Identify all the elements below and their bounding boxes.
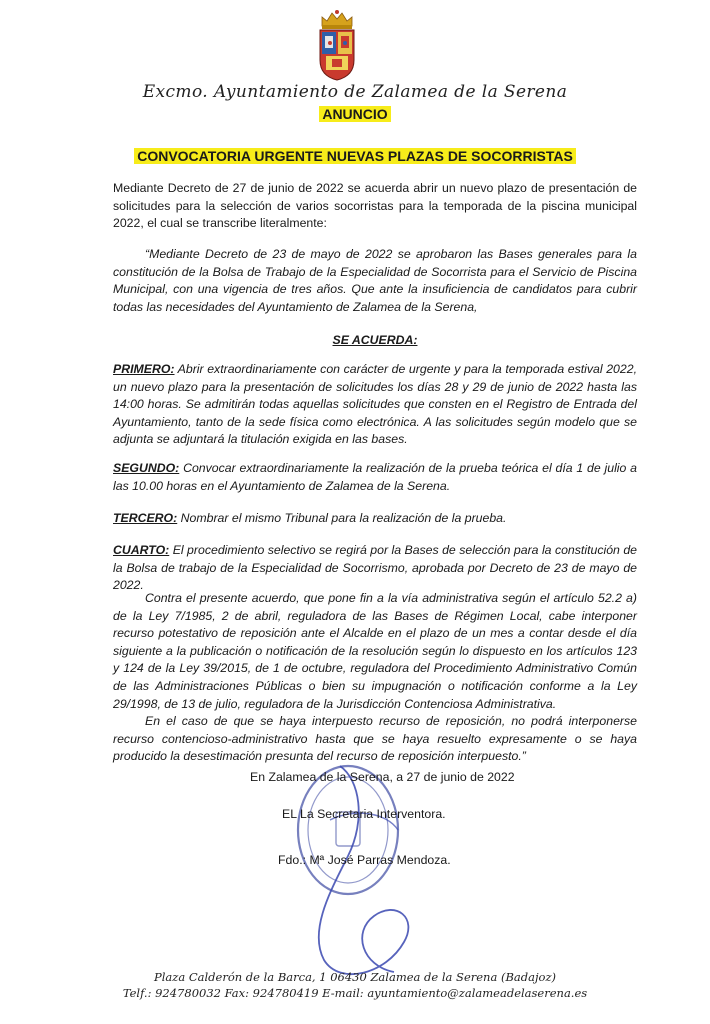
clause-primero-label: PRIMERO:	[113, 362, 175, 376]
footer-contact: Telf.: 924780032 Fax: 924780419 E-mail: ayuntamiento@zalameadelaserena.es	[122, 986, 588, 1000]
quote-intro-paragraph: “Mediante Decreto de 23 de mayo de 2022 se aprobaron las Bases generales para la constitución de la Bolsa de Trabajo de la Especialidad de Socorrista para el Servicio de Piscina Municipal, con una vigencia de tres años. Que ante la insuficiencia de candidatos para cubrir todas las necesidades del Ayuntamiento de Zalamea de la Serena,	[113, 247, 637, 314]
clause-tercero	[113, 510, 637, 528]
recurso-block	[113, 590, 637, 766]
place-date: En Zalamea de la Serena, a 27 de junio de 2022	[250, 770, 515, 784]
recurso-paragraph-2: En el caso de que se haya interpuesto recurso de reposición, no podrá interponerse recurso contencioso-administrativo hasta que se haya resuelto expresamente o se haya producido la desestimación presunta del recurso de reposición interpuesto.”	[113, 714, 637, 764]
convocatoria-heading-row	[0, 148, 710, 164]
clause-cuarto	[113, 542, 637, 595]
convocatoria-heading: CONVOCATORIA URGENTE NUEVAS PLAZAS DE SOCORRISTAS	[134, 148, 576, 164]
anuncio-heading-row	[0, 106, 710, 122]
clause-primero-text: Abrir extraordinariamente con carácter de urgente y para la temporada estival 2022, un nuevo plazo para la presentación de solicitudes los días 28 y 29 de junio de 2022 hasta las 14:00 horas. Se admitirán todas aquellas solicitudes que consten en el Registro de Entrada del Ayuntamiento, tanto de la sede física como electrónica. A las solicitudes según modelo que se adjunta se adjuntará la titulación exigida en las bases.	[113, 362, 637, 447]
clause-tercero-text: Nombrar el mismo Tribunal para la realización de la prueba.	[180, 511, 507, 525]
coat-of-arms-icon	[312, 8, 362, 82]
recurso-paragraph: Contra el presente acuerdo, que pone fin a la vía administrativa según el artículo 52.2 a) de la Ley 7/1985, 2 de abril, reguladora de las Bases de Régimen Local, cabe interponer recurso potestativo de reposición ante el Alcalde en el plazo de un mes a contar desde el día siguiente a la publicación o notificación de la resolución según lo dispuesto en los artículos 123 y 124 de la Ley 39/2015, de 1 de octubre, reguladora del Procedimiento Administrativo Común de las Administraciones Públicas o bien su impugnación o notificación conforme a la Ley 29/1998, de 13 de julio, reguladora de la Jurisdicción Contenciosa Administrativa.	[113, 591, 637, 711]
clause-cuarto-text: El procedimiento selectivo se regirá por la Bases de selección para la constitución de la Bolsa de trabajo de la Especialidad de Socorrismo, aprobada por Decreto de 23 de mayo de 2022.	[113, 543, 637, 593]
clause-segundo-label: SEGUNDO:	[113, 461, 180, 475]
se-acuerda-heading: SE ACUERDA:	[332, 333, 418, 347]
quote-block	[113, 246, 637, 316]
signatory-role: EL La Secretaria Interventora.	[282, 807, 446, 821]
clause-segundo-text: Convocar extraordinariamente la realización de la prueba teórica el día 1 de julio a las 10.00 horas en el Ayuntamiento de Zalamea de la Serena.	[113, 461, 637, 493]
handwritten-signature-icon	[300, 760, 440, 990]
intro-paragraph: Mediante Decreto de 27 de junio de 2022 se acuerda abrir un nuevo plazo de presentación de solicitudes para la selección de varios socorristas para la temporada de la piscina municipal 2022, el cual se transcribe literalmente:	[113, 181, 637, 231]
anuncio-heading: ANUNCIO	[319, 106, 390, 122]
institution-title: Excmo. Ayuntamiento de Zalamea de la Serena	[142, 82, 568, 102]
signatory-name: Fdo.: Mª José Parras Mendoza.	[278, 853, 451, 867]
clause-segundo	[113, 460, 637, 495]
clause-cuarto-label: CUARTO:	[113, 543, 170, 557]
footer-address: Plaza Calderón de la Barca, 1 06430 Zalamea de la Serena (Badajoz)	[153, 970, 557, 984]
clause-primero	[113, 361, 637, 449]
clause-tercero-label: TERCERO:	[113, 511, 178, 525]
